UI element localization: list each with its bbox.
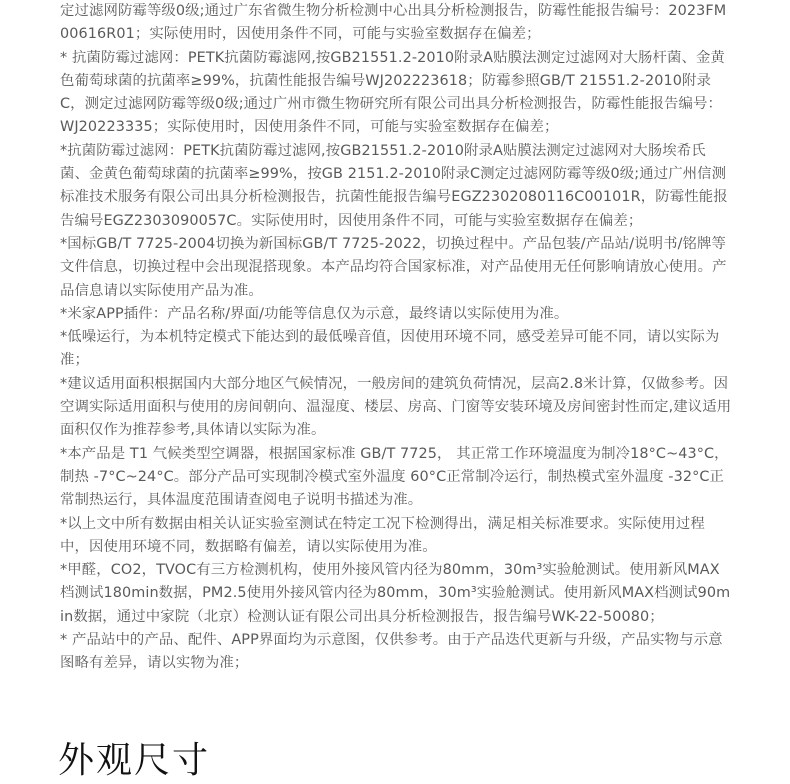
section-heading-dimensions: 外观尺寸 bbox=[58, 740, 211, 781]
note-illustration-disclaimer: * 产品站中的产品、配件、APP界面均为示意图，仅供参考。由于产品迭代更新与升级，产品实物与示意图略有差异，请以实物为准； bbox=[60, 632, 723, 672]
disclaimer-notes bbox=[60, 0, 732, 676]
note-petk-filter-wj: * 抗菌防霉过滤网：PETK抗菌防霉滤网,按GB21551.2-2010附录A贴膜法测定过滤网对大肠杆菌、金黄色葡萄球菌的抗菌率≥99%，抗菌性能报告编号WJ202223618；防霉参照GB/T 21551.2-2010附录C，测定过滤网防霉等级0级;通过广州市微生物研究所有限公司出具分析检测报告，防霉性能报告编号：WJ20223335；实际使用时，因使用条件不同，可能与实验室数据存在偏差； bbox=[60, 49, 725, 136]
note-t1-climate-type: *本产品是 T1 气候类型空调器，根据国家标准 GB/T 7725， 其正常工作环境温度为制冷18°C~43°C，制热 -7°C~24°C。部分产品可实现制冷模式室外温度 60°C正常制冷运行，制热模式室外温度 -32°C正常制热运行，具体温度范围请查阅电子说明书描述为准。 bbox=[60, 445, 729, 509]
note-applicable-area: *建议适用面积根据国内大部分地区气候情况，一般房间的建筑负荷情况，层高2.8米计算，仅做参考。因空调实际适用面积与使用的房间朝向、温湿度、楼层、房高、门窗等安装环境及房间密封性而定,建议适用面积仅作为推荐参考,具体请以实际为准。 bbox=[60, 375, 732, 439]
note-petk-filter-egz: *抗菌防霉过滤网：PETK抗菌防霉过滤网,按GB21551.2-2010附录A贴膜法测定过滤网对大肠埃希氏菌、金黄色葡萄球菌的抗菌率≥99%，按GB 2151.2-2010附录C测定过滤网防霉等级0级;通过广州信测标准技术服务有限公司出具分析检测报告，抗菌性能报告编号EGZ2302080116C00101R，防霉性能报告编号EGZ2303090057C。实际使用时，因使用条件不同，可能与实验室数据存在偏差； bbox=[60, 142, 728, 229]
note-formaldehyde-test: *甲醛，CO2，TVOC有三方检测机构，使用外接风管内径为80mm，30m³实验舱测试。使用新风MAX档测试180min数据，PM2.5使用外接风管内径为80mm，30m³实验舱测试。使用新风MAX档测试90min数据，通过中家院（北京）检测认证有限公司出具分析检测报告，报告编号WK-22-50080； bbox=[60, 562, 731, 625]
note-lab-data: *以上文中所有数据由相关认证实验室测试在特定工况下检测得出，满足相关标准要求。实际使用过程中，因使用环境不同，数据略有偏差，请以实际使用为准。 bbox=[60, 515, 705, 555]
note-low-noise: *低噪运行，为本机特定模式下能达到的最低噪音值，因使用环境不同，感受差异可能不同，请以实际为准； bbox=[60, 329, 720, 369]
note-mijia-app-plugin: *米家APP插件：产品名称/界面/功能等信息仅为示意，最终请以实际使用为准。 bbox=[60, 305, 569, 322]
note-national-standard-switch: *国标GB/T 7725-2004切换为新国标GB/T 7725-2022，切换过程中。产品包装/产品站/说明书/铭牌等文件信息，切换过程中会出现混搭现象。本产品均符合国家标准，对产品使用无任何影响请放心使用。产品信息请以实际使用产品为准。 bbox=[60, 235, 727, 299]
note-antimold-report-continued: 定过滤网防霉等级0级;通过广东省微生物分析检测中心出具分析检测报告，防霉性能报告编号：2023FM00616R01；实际使用时，因使用条件不同，可能与实验室数据存在偏差； bbox=[60, 3, 727, 43]
